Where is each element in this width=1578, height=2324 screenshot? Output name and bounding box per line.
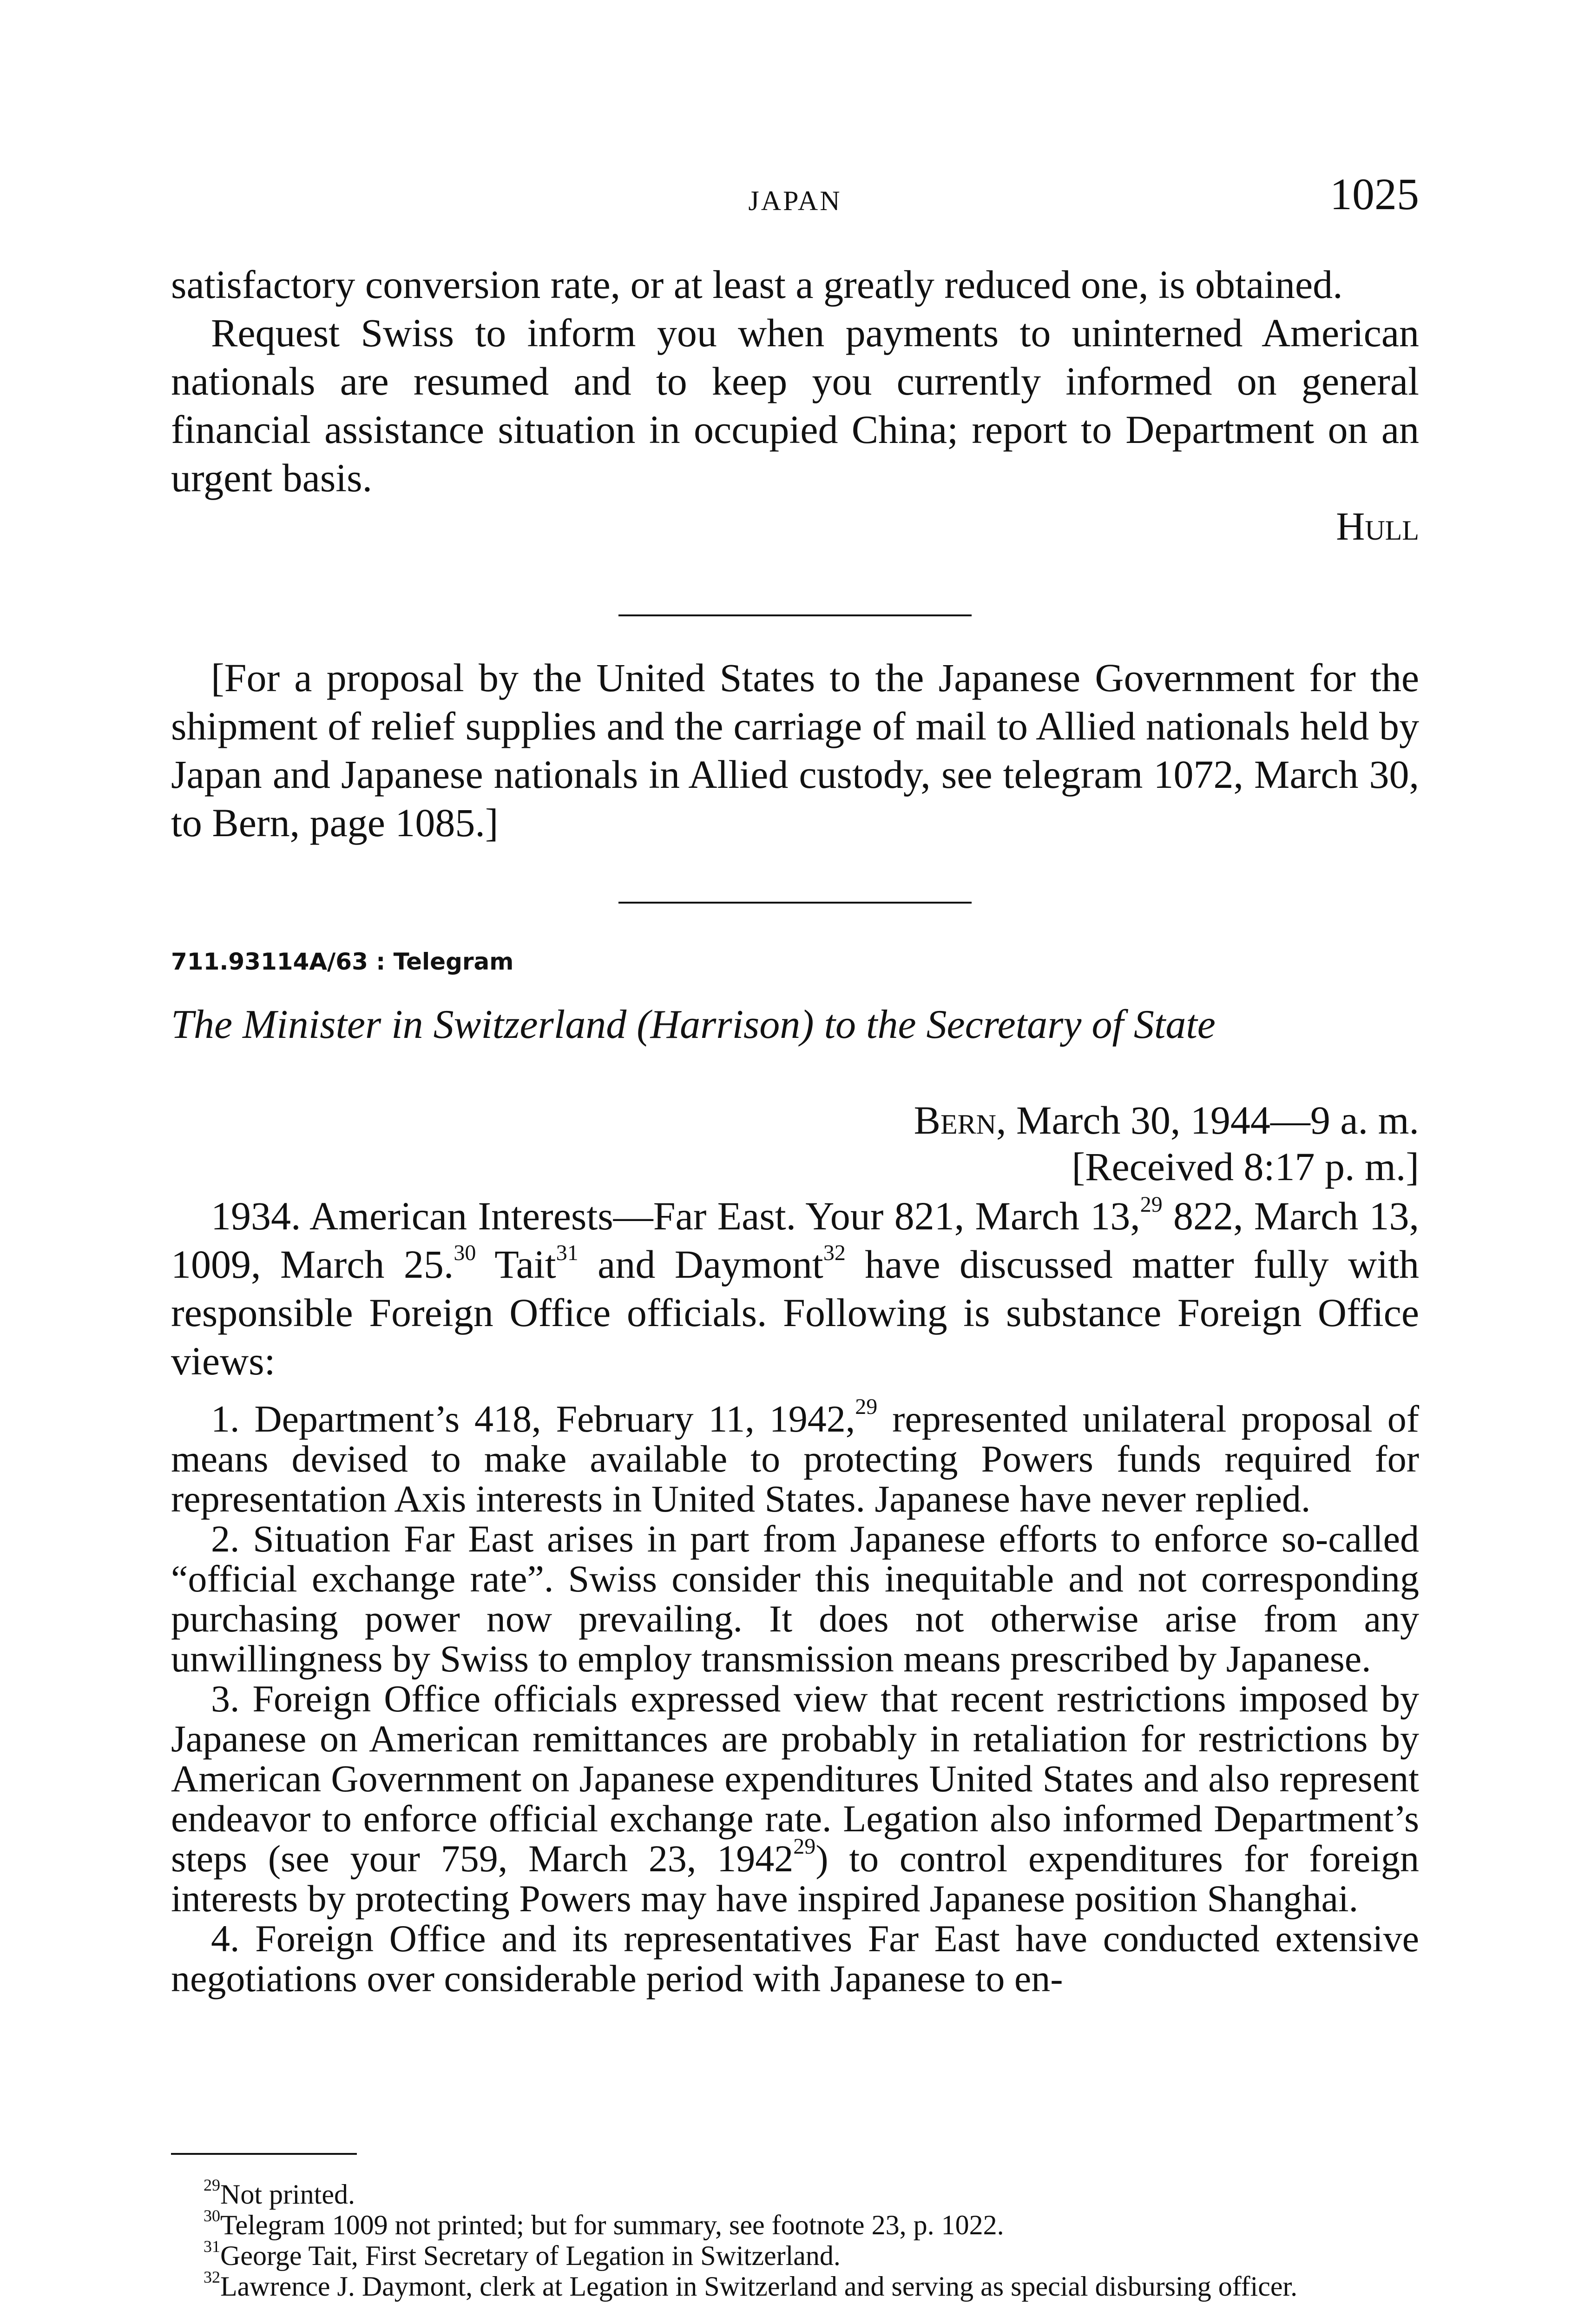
received-time: [Received 8:17 p. m.] (1072, 1144, 1419, 1189)
footnote-ref: 29 (855, 1394, 878, 1419)
footnote-ref: 31 (556, 1241, 579, 1265)
footnote-ref: 32 (823, 1241, 846, 1265)
footnote-32: $^{32}$Lawrence J. Daymont, clerk at Legation in Switzerland and serving as special disbursing officer. (204, 2268, 1298, 2302)
divider-rule (618, 902, 972, 904)
item-2: 2. Situation Far East arises in part from Japanese efforts to enforce so-called “official exchange rate”. Swiss consider this inequitable and not corresponding purchasing power now prevailing. It does not otherwise arise from any unwillingness by Swiss to employ transmission means prescribed by Japanese. (171, 1518, 1419, 1680)
place-name: Bern (914, 1098, 996, 1142)
telegram-intro: 1934. American Interests—Far East. Your 821, March 13,29 822, March 13, 1009, March 25.30 Tait$^{31}$ and Daymont$^{32}$ have discussed matter fully with responsible Foreign Office officials. Following is substance Foreign Office views: (171, 1192, 1419, 1383)
footnote-ref: 29 (793, 1834, 816, 1859)
telegram-continuation (171, 260, 1419, 550)
item-1: 1. Department’s 418, February 11, 1942,29 represented unilateral proposal of means devised to make available to protecting Powers funds required for representation Axis interests in United States. Japanese have never replied. (171, 1394, 1419, 1520)
signature-hull: Hull (1336, 504, 1419, 548)
continuation-paragraph: satisfactory conversion rate, or at least a greatly reduced one, is obtained. (171, 262, 1343, 307)
footnote-ref: 29 (1140, 1192, 1163, 1217)
footnote-ref: 30 (454, 1241, 476, 1265)
section-divider-2 (171, 902, 1419, 904)
section-divider-1 (171, 614, 1419, 616)
footnote-29: $^{29}$Not printed. (204, 2176, 355, 2210)
item-4: 4. Foreign Office and its representatives Far East have conducted extensive negotiations over considerable period with Japanese to en- (171, 1917, 1419, 2000)
running-head: JAPAN (748, 185, 842, 216)
divider-rule (618, 614, 972, 616)
document-heading: The Minister in Switzerland (Harrison) to the Secretary of State (171, 1002, 1216, 1047)
footnote-30: $^{30}$Telegram 1009 not printed; but for summary, see footnote 23, p. 1022. (204, 2206, 1004, 2240)
document-id: 711.93114A/63 : Telegram (171, 948, 514, 975)
footnotes (171, 2153, 1419, 2302)
numbered-items (171, 1394, 1419, 2000)
editorial-note-block (171, 654, 1419, 847)
request-paragraph: Request Swiss to inform you when payments to uninterned American nationals are resumed and to keep you currently informed on general financial assistance situation in occupied China; report to Department on an urgent basis. (171, 310, 1419, 500)
item-3: 3. Foreign Office officials expressed view that recent restrictions imposed by Japanese on American remittances are probably in retaliation for restrictions by American Government on Japanese expenditures United States and also represent endeavor to enforce official exchange rate. Legation also informed Department’s steps (see your 759, March 23, 1942$^{29}$) to control expenditures for foreign interests by protecting Powers may have inspired Japanese position Shanghai. (171, 1677, 1419, 1920)
footnote-31: $^{31}$George Tait, First Secretary of Legation in Switzerland. (204, 2237, 841, 2271)
editorial-note: [For a proposal by the United States to the Japanese Government for the shipment of relief supplies and the carriage of mail to Allied nationals held by Japan and Japanese nationals in Allied custody, see telegram 1072, March 30, to Bern, page 1085.] (171, 655, 1419, 845)
document-header (171, 948, 1419, 1190)
telegram-intro-block (171, 1192, 1419, 1385)
page-header (171, 168, 1419, 229)
footnote-rule (171, 2153, 357, 2155)
date-time: , March 30, 1944—9 a. m. (996, 1098, 1419, 1142)
page-number: 1025 (1330, 169, 1419, 219)
dateline (171, 1097, 1419, 1143)
